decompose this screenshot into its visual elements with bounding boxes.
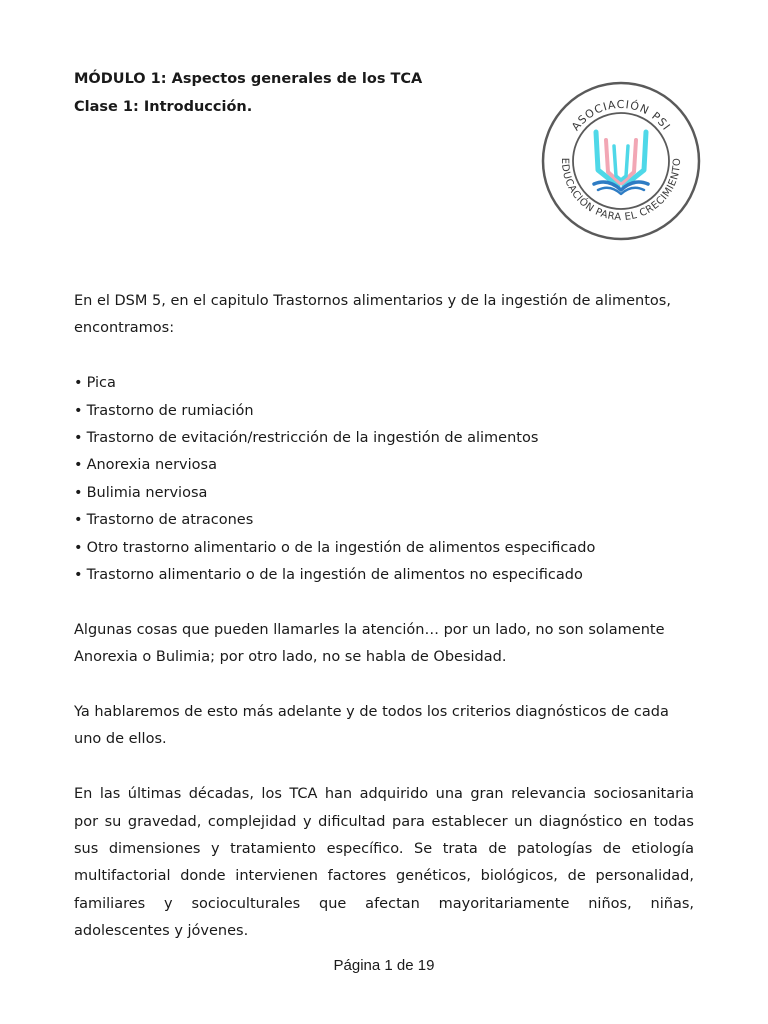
list-item: • Trastorno alimentario o de la ingestión de alimentos no especificado: [74, 567, 583, 584]
attention-line-1: Algunas cosas que pueden llamarles la atención… por un lado, no son solamente: [74, 621, 665, 638]
criteria-line-2: uno de ellos.: [74, 731, 167, 748]
document-body: [74, 288, 694, 946]
spacer: [74, 754, 694, 781]
list-item: • Trastorno de atracones: [74, 512, 254, 529]
spacer: [74, 672, 694, 699]
bullet-icon: •: [74, 457, 83, 474]
intro-paragraph: [74, 288, 694, 343]
list-item: • Trastorno de rumiación: [74, 402, 254, 419]
attention-line-2: Anorexia o Bulimia; por otro lado, no se habla de Obesidad.: [74, 649, 507, 666]
bullet-icon: •: [74, 567, 83, 584]
criteria-line-1: Ya hablaremos de esto más adelante y de todos los criterios diagnósticos de cada: [74, 704, 669, 721]
intro-line-1: En el DSM 5, en el capitulo Trastornos alimentarios y de la ingestión de alimentos,: [74, 293, 671, 309]
bullet-icon: •: [74, 484, 83, 501]
list-item: • Trastorno de evitación/restricción de la ingestión de alimentos: [74, 430, 539, 447]
relevance-line: por su gravedad, complejidad y dificultad para establecer un diagnóstico en todas: [74, 813, 694, 830]
association-logo-seal: [540, 80, 702, 242]
list-item: • Otro trastorno alimentario o de la ingestión de alimentos especificado: [74, 539, 596, 556]
relevance-line: familiares y socioculturales que afectan mayoritariamente niños, niñas,: [74, 895, 694, 912]
bullet-icon: •: [74, 539, 83, 556]
criteria-paragraph: [74, 699, 694, 754]
relevance-line: En las últimas décadas, los TCA han adquirido una gran relevancia sociosanitaria: [74, 786, 694, 803]
relevance-line: sus dimensiones y tratamiento específico. Se trata de patologías de etiología: [74, 841, 694, 858]
logo-bottom-text: EDUCACIÓN PARA EL CRECIMIENTO: [558, 157, 684, 224]
bullet-icon: •: [74, 512, 83, 529]
relevance-paragraph: [74, 781, 694, 945]
page-number: Página 1 de 19: [333, 957, 435, 974]
dsm5-disorder-list: [74, 370, 694, 589]
bullet-icon: •: [74, 402, 83, 419]
relevance-line: adolescentes y jóvenes.: [74, 923, 249, 940]
list-item: • Pica: [74, 375, 116, 392]
bullet-icon: •: [74, 375, 83, 392]
class-title: Clase 1: Introducción.: [74, 99, 253, 115]
intro-line-2: encontramos:: [74, 320, 175, 337]
bullet-icon: •: [74, 430, 83, 447]
spacer: [74, 343, 694, 370]
relevance-line: multifactorial donde intervienen factores genéticos, biológicos, de personalidad,: [74, 868, 694, 885]
association-logo: [540, 80, 702, 242]
list-item: • Bulimia nerviosa: [74, 484, 208, 501]
attention-paragraph: [74, 617, 694, 672]
spacer: [74, 589, 694, 616]
logo-top-text: ASOCIACIÓN PSI: [569, 97, 674, 134]
module-title: MÓDULO 1: Aspectos generales de los TCA: [74, 71, 423, 87]
list-item: • Anorexia nerviosa: [74, 457, 217, 474]
